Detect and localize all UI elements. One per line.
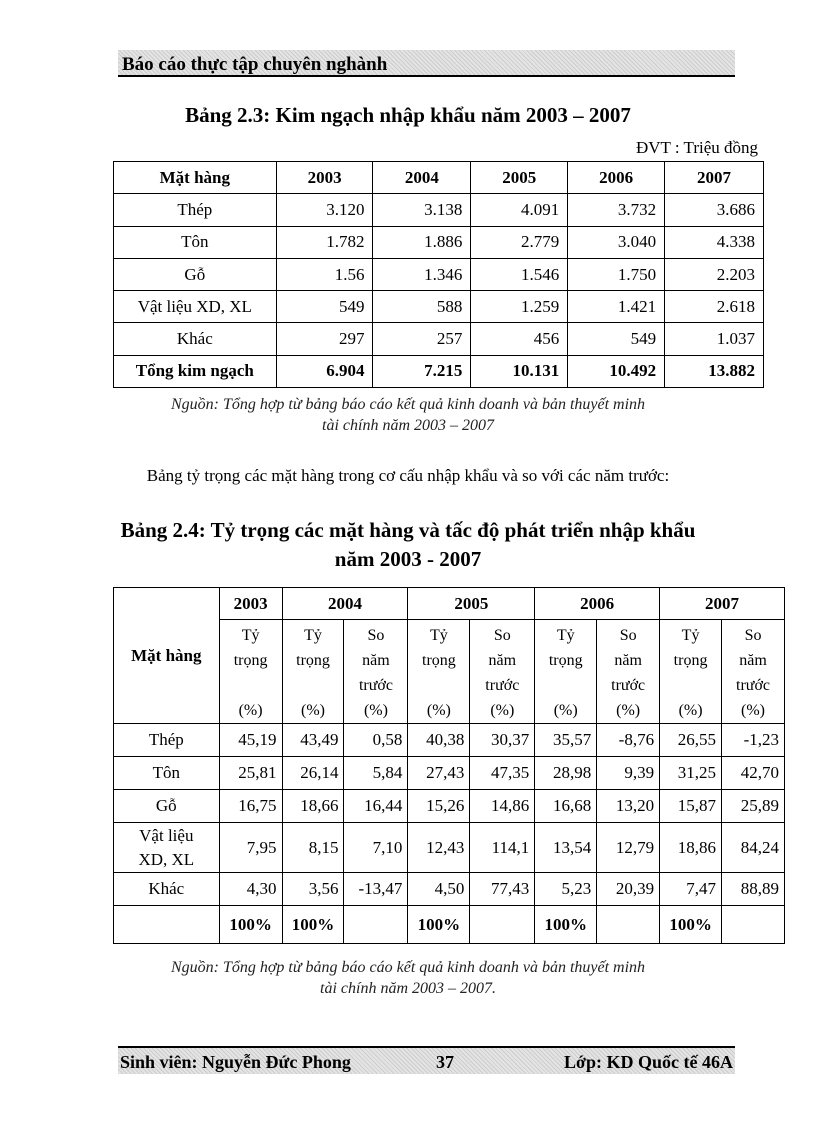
cell-value: 88,89: [722, 873, 785, 906]
row-label: Tổng kim ngạch: [114, 355, 277, 387]
cell-value: 77,43: [470, 873, 535, 906]
cell-value: 5,23: [535, 873, 597, 906]
cell-value: 549: [568, 323, 665, 355]
column-header: 2006: [568, 162, 665, 194]
cell-value: 1.421: [568, 291, 665, 323]
total-row: [114, 355, 764, 387]
cell-value: 7,10: [344, 823, 408, 873]
cell-value: 35,57: [535, 724, 597, 757]
unit-label: ĐVT : Triệu đồng: [635, 138, 758, 157]
table-row: [114, 757, 785, 790]
cell-value: 0,58: [344, 724, 408, 757]
cell-value: 1.346: [373, 258, 471, 290]
cell-value: 7.215: [373, 355, 471, 387]
cell-value: 1.546: [471, 258, 568, 290]
cell-value: 114,1: [470, 823, 535, 873]
compare-header: So năm trước (%): [722, 620, 785, 724]
column-header: 2005: [471, 162, 568, 194]
cell-value: [344, 906, 408, 944]
row-label: Gỗ: [114, 258, 277, 290]
row-label: Vật liệu XD, XL: [114, 823, 220, 873]
cell-value: 1.750: [568, 258, 665, 290]
cell-value: 100%: [408, 906, 470, 944]
table-row: [114, 194, 764, 226]
cell-value: 30,37: [470, 724, 535, 757]
table-2-3-title: Bảng 2.3: Kim ngạch nhập khẩu năm 2003 – 2007: [185, 103, 631, 127]
cell-value: 1.782: [276, 226, 373, 258]
cell-value: 16,44: [344, 790, 408, 823]
table-2-3-source: [0, 394, 816, 436]
cell-value: 47,35: [470, 757, 535, 790]
table-row: [114, 291, 764, 323]
cell-value: 1.259: [471, 291, 568, 323]
table-row: [114, 823, 785, 873]
cell-value: 4.091: [471, 194, 568, 226]
compare-header: So năm trước (%): [597, 620, 660, 724]
total-row: [114, 906, 785, 944]
share-header: Tỷ trọng (%): [219, 620, 282, 724]
cell-value: 7,95: [219, 823, 282, 873]
cell-value: 257: [373, 323, 471, 355]
table-row: [114, 790, 785, 823]
title-line: Bảng 2.4: Tỷ trọng các mặt hàng và tấc độ phát triển nhập khẩu: [120, 518, 696, 542]
cell-value: 7,47: [660, 873, 722, 906]
cell-value: 100%: [535, 906, 597, 944]
cell-value: 42,70: [722, 757, 785, 790]
cell-value: 3.040: [568, 226, 665, 258]
cell-value: 12,79: [597, 823, 660, 873]
cell-value: 40,38: [408, 724, 470, 757]
cell-value: 588: [373, 291, 471, 323]
compare-header: So năm trước (%): [470, 620, 535, 724]
cell-value: 18,86: [660, 823, 722, 873]
cell-value: 6.904: [276, 355, 373, 387]
cell-value: 1.037: [665, 323, 764, 355]
cell-value: 13,54: [535, 823, 597, 873]
cell-value: 549: [276, 291, 373, 323]
source-line: Nguồn: Tổng hợp từ bảng báo cáo kết quả kinh doanh và bản thuyết minh: [170, 959, 646, 976]
cell-value: 16,68: [535, 790, 597, 823]
source-line: tài chính năm 2003 – 2007: [322, 417, 494, 434]
cell-value: 100%: [660, 906, 722, 944]
cell-value: -13,47: [344, 873, 408, 906]
cell-value: 10.492: [568, 355, 665, 387]
row-label: Thép: [114, 724, 220, 757]
cell-value: [597, 906, 660, 944]
cell-value: 15,26: [408, 790, 470, 823]
cell-value: 3.686: [665, 194, 764, 226]
cell-value: 12,43: [408, 823, 470, 873]
cell-value: 18,66: [282, 790, 344, 823]
cell-value: 13,20: [597, 790, 660, 823]
cell-value: 28,98: [535, 757, 597, 790]
cell-value: [470, 906, 535, 944]
cell-value: 100%: [282, 906, 344, 944]
cell-value: 9,39: [597, 757, 660, 790]
cell-value: 15,87: [660, 790, 722, 823]
cell-value: [114, 906, 220, 944]
page-footer: [118, 1046, 735, 1074]
row-label: Gỗ: [114, 790, 220, 823]
year-header-row: [114, 588, 785, 620]
cell-value: 3.138: [373, 194, 471, 226]
cell-value: -1,23: [722, 724, 785, 757]
cell-value: 100%: [219, 906, 282, 944]
cell-value: 2.779: [471, 226, 568, 258]
cell-value: 13.882: [665, 355, 764, 387]
column-header: 2004: [373, 162, 471, 194]
cell-value: 1.886: [373, 226, 471, 258]
column-header: 2007: [665, 162, 764, 194]
cell-value: 2.203: [665, 258, 764, 290]
cell-value: 8,15: [282, 823, 344, 873]
cell-value: 3.120: [276, 194, 373, 226]
share-header: Tỷ trọng (%): [535, 620, 597, 724]
header-title: Báo cáo thực tập chuyên nghành: [122, 54, 388, 75]
cell-value: 2.618: [665, 291, 764, 323]
footer-student: Sinh viên: Nguyễn Đức Phong: [120, 1052, 351, 1072]
column-header: 2003: [276, 162, 373, 194]
cell-value: 26,14: [282, 757, 344, 790]
footer-class: Lớp: KD Quốc tế 46A: [564, 1052, 733, 1072]
cell-value: 25,89: [722, 790, 785, 823]
table-row: [114, 724, 785, 757]
table-row: [114, 226, 764, 258]
compare-header: So năm trước (%): [344, 620, 408, 724]
table-2-4-title: [0, 516, 816, 574]
table-row: [114, 258, 764, 290]
cell-value: 5,84: [344, 757, 408, 790]
cell-value: 25,81: [219, 757, 282, 790]
cell-value: 45,19: [219, 724, 282, 757]
cell-value: -8,76: [597, 724, 660, 757]
cell-value: 26,55: [660, 724, 722, 757]
year-header: 2003: [219, 588, 282, 620]
cell-value: 10.131: [471, 355, 568, 387]
cell-value: 14,86: [470, 790, 535, 823]
column-header: Mặt hàng: [114, 162, 277, 194]
year-header: 2006: [535, 588, 660, 620]
cell-value: 4.338: [665, 226, 764, 258]
cell-value: 84,24: [722, 823, 785, 873]
row-label: Vật liệu XD, XL: [114, 291, 277, 323]
row-header: Mặt hàng: [114, 588, 220, 724]
import-value-table: [113, 161, 764, 388]
cell-value: 43,49: [282, 724, 344, 757]
row-label: Khác: [114, 873, 220, 906]
cell-value: 297: [276, 323, 373, 355]
title-line: năm 2003 - 2007: [334, 547, 482, 571]
row-label: Thép: [114, 194, 277, 226]
cell-value: 3.732: [568, 194, 665, 226]
year-header: 2007: [660, 588, 785, 620]
share-header: Tỷ trọng (%): [408, 620, 470, 724]
cell-value: 3,56: [282, 873, 344, 906]
cell-value: [722, 906, 785, 944]
page-number: 37: [436, 1052, 454, 1072]
cell-value: 456: [471, 323, 568, 355]
import-share-table: [113, 587, 785, 944]
row-label: Khác: [114, 323, 277, 355]
row-label: Tôn: [114, 226, 277, 258]
year-header: 2005: [408, 588, 535, 620]
row-label: Tôn: [114, 757, 220, 790]
cell-value: 27,43: [408, 757, 470, 790]
cell-value: 4,50: [408, 873, 470, 906]
source-line: tài chính năm 2003 – 2007.: [320, 980, 496, 997]
intro-text: Bảng tỷ trọng các mặt hàng trong cơ cấu nhập khẩu và so với các năm trước:: [146, 466, 670, 485]
share-header: Tỷ trọng (%): [660, 620, 722, 724]
cell-value: 1.56: [276, 258, 373, 290]
table-row: [114, 323, 764, 355]
share-header: Tỷ trọng (%): [282, 620, 344, 724]
table-2-4-source: [0, 957, 816, 999]
cell-value: 16,75: [219, 790, 282, 823]
cell-value: 4,30: [219, 873, 282, 906]
cell-value: 20,39: [597, 873, 660, 906]
cell-value: 31,25: [660, 757, 722, 790]
year-header: 2004: [282, 588, 408, 620]
page-header: [118, 50, 735, 77]
table-row: [114, 873, 785, 906]
source-line: Nguồn: Tổng hợp từ bảng báo cáo kết quả kinh doanh và bản thuyết minh: [170, 396, 646, 413]
table-header-row: [114, 162, 764, 194]
